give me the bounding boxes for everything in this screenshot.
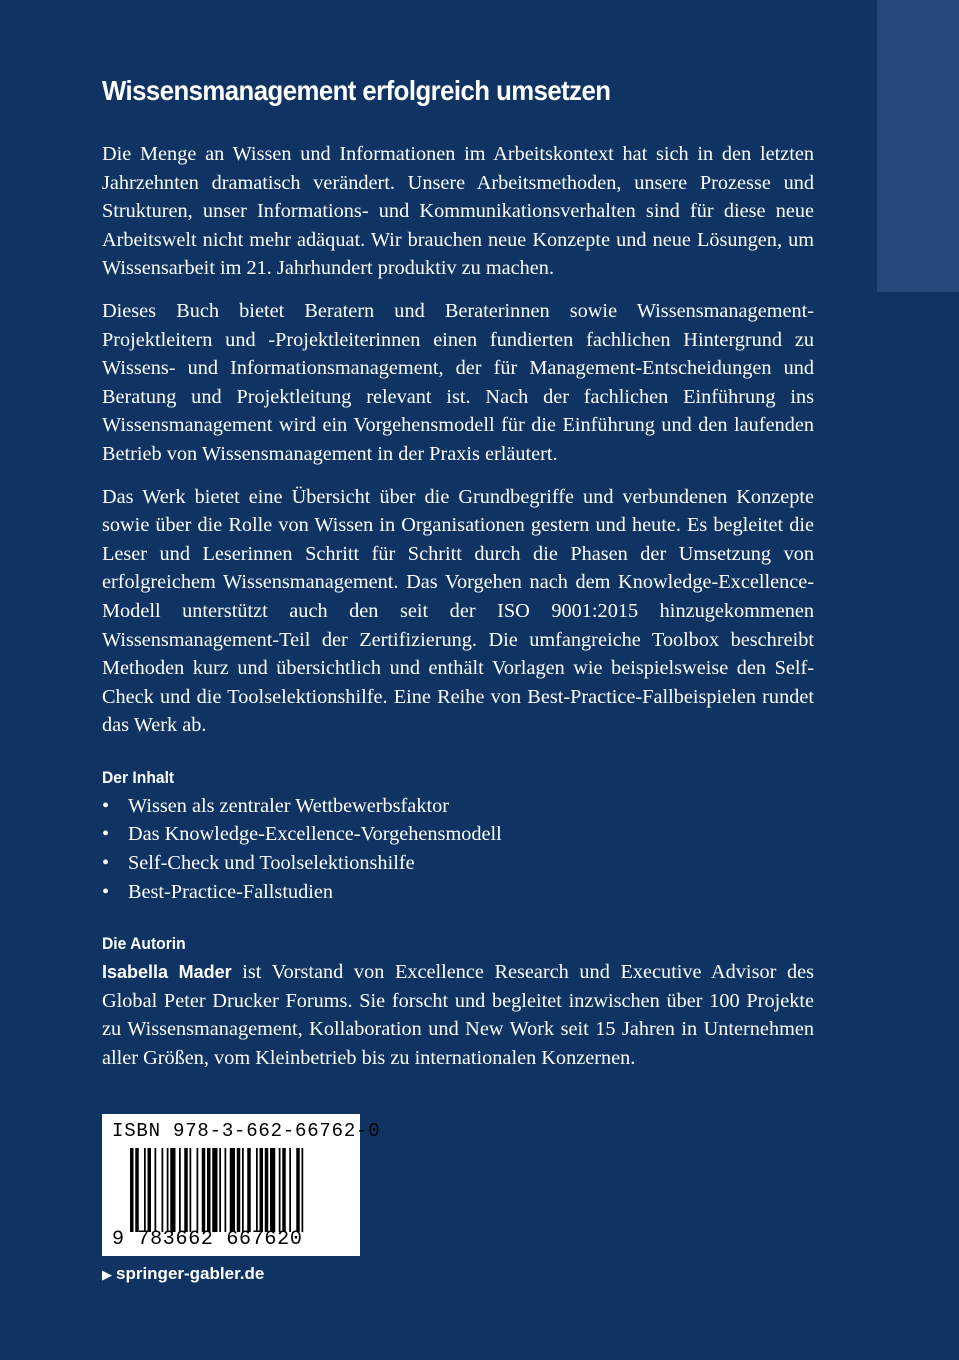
play-arrow-icon: ▶	[102, 1267, 112, 1282]
website-link[interactable]	[102, 1262, 264, 1287]
list-item: • Wissen als zentraler Wettbewerbsfaktor	[102, 792, 814, 821]
list-item: • Best-Practice-Fallstudien	[102, 878, 814, 907]
barcode-digits: 9 783662 667620	[112, 1228, 303, 1251]
back-cover-text	[102, 70, 814, 1087]
list-item: • Das Knowledge-Excellence-Vorgehensmodell	[102, 820, 814, 849]
author-name: Isabella Mader	[102, 962, 232, 983]
bullet-icon: •	[102, 880, 110, 903]
author-bio	[102, 958, 814, 1072]
contents-list	[102, 792, 814, 906]
barcode-icon	[130, 1148, 340, 1232]
author-heading: Die Autorin	[102, 934, 186, 954]
audience-paragraph: Dieses Buch bietet Beratern und Beraterinnen sowie Wissensmanagement-Projektleitern und -Projektleiterinnen einen fundierten fachlichen Hintergrund zu Wissens- und Informationsmanagement, der für Management-Entscheidungen und Beratung und Projektleitung relevant ist. Nach der fachlichen Einführung ins Wissensmanagement wird ein Vorgehensmodell für die Einführung und den laufenden Betrieb von Wissensmanagement in der Praxis erläutert.	[102, 299, 814, 465]
intro-paragraph: Die Menge an Wissen und Informationen im Arbeitskontext hat sich in den letzten Jahrzehnten dramatisch verändert. Unsere Arbeitsmethoden, unsere Prozesse und Strukturen, unser Informations- und Kommunikationsverhalten sind für diese neue Arbeitswelt nicht mehr adäquat. Wir brauchen neue Konzepte und neue Lösungen, um Wissensarbeit im 21. Jahrhundert produktiv zu machen.	[102, 143, 814, 280]
author-bio-text: ist Vorstand von Excellence Research und Executive Advisor des Global Peter Drucker Forums. Sie forscht und begleitet inzwischen über 100 Projekte zu Wissensmanagement, Kollaboration und New Work seit 15 Jahren in Unternehmen aller Größen, vom Kleinbetrieb bis zu internationalen Konzernen.	[102, 961, 814, 1070]
book-title: Wissensmanagement erfolgreich umsetzen	[102, 75, 611, 106]
overview-paragraph: Das Werk bietet eine Übersicht über die Grundbegriffe und verbundenen Konzepte sowie über die Rolle von Wissen in Organisationen gestern und heute. Es begleitet die Leser und Leserinnen Schritt für Schritt durch die Phasen der Umsetzung von erfolgreichem Wissensmanagement. Das Vorgehen nach dem Knowledge-Excellence-Modell unterstützt auch den seit der ISO 9001:2015 hinzugekommenen Wissensmanagement-Teil der Zertifizierung. Die umfangreiche Toolbox beschreibt Methoden kurz und übersichtlich und enthält Vorlagen wie beispielsweise den Self-Check und die Toolselektionshilfe. Eine Reihe von Best-Practice-Fallbeispielen rundet das Werk ab.	[102, 485, 814, 737]
bullet-icon: •	[102, 823, 110, 846]
website-url: springer-gabler.de	[116, 1264, 265, 1283]
contents-heading: Der Inhalt	[102, 767, 175, 787]
isbn-barcode-box	[102, 1114, 381, 1256]
corner-accent-tab	[877, 0, 959, 292]
bullet-icon: •	[102, 852, 110, 875]
list-item: • Self-Check und Toolselektionshilfe	[102, 849, 814, 878]
bullet-icon: •	[102, 794, 110, 817]
isbn-label: ISBN 978-3-662-66762-0	[112, 1120, 381, 1142]
